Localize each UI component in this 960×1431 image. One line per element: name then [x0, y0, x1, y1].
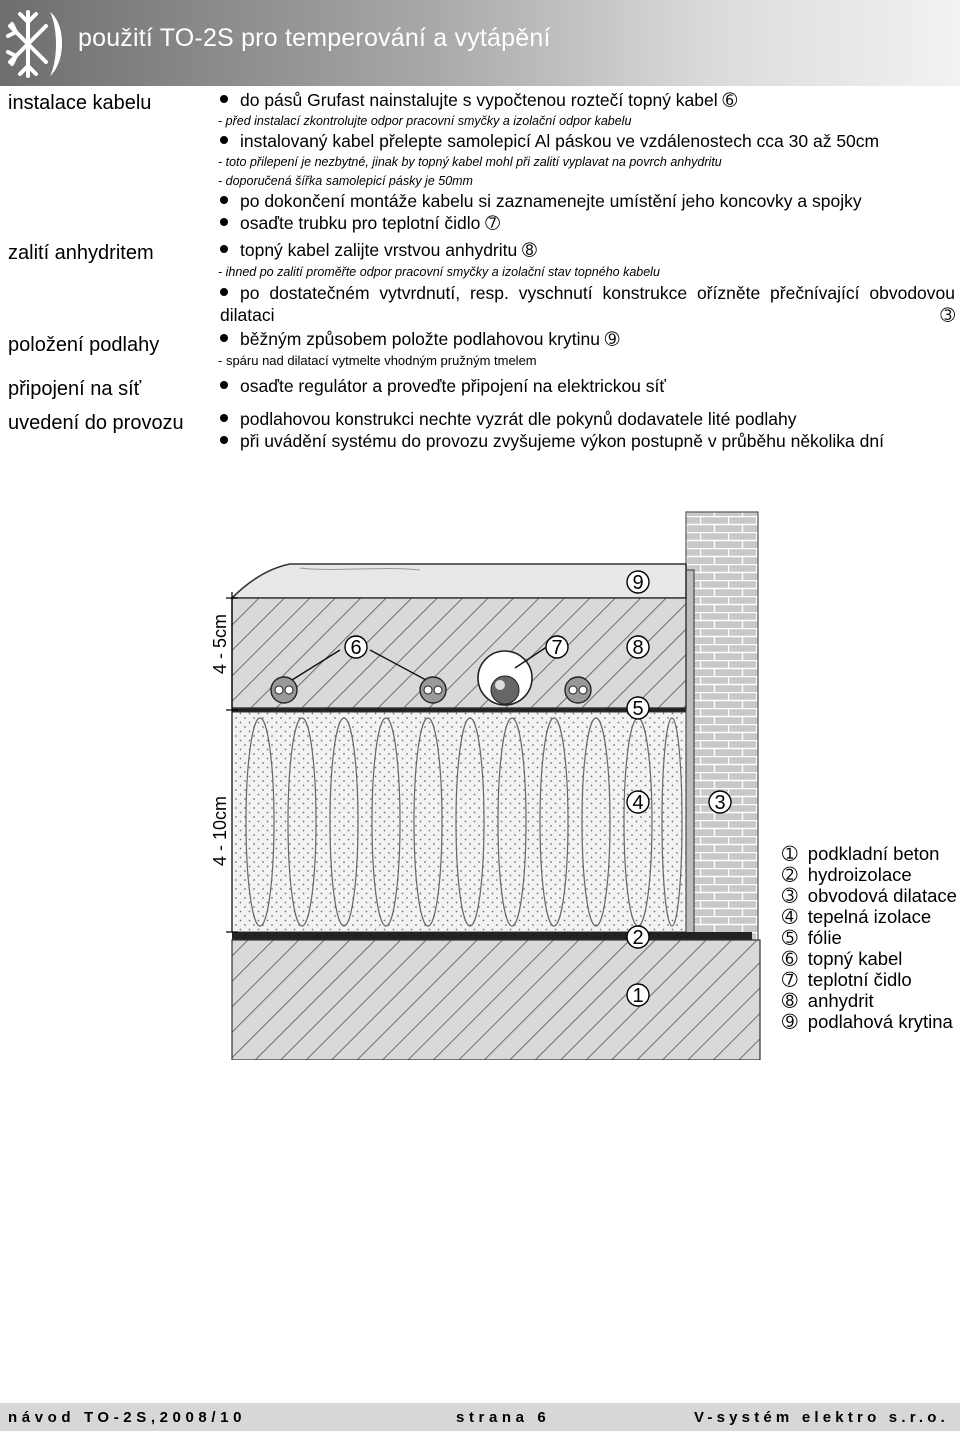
bullet-icon	[220, 95, 228, 103]
page-footer	[0, 1403, 960, 1431]
legend-item: ➄ fólie	[782, 927, 842, 948]
svg-text:4: 4	[632, 792, 644, 814]
callout-5	[627, 697, 649, 720]
bullet-icon	[220, 288, 228, 296]
svg-text:7: 7	[551, 637, 563, 659]
bullet-icon	[220, 436, 228, 444]
callout-4	[627, 791, 649, 814]
step-item: po dokončení montáže kabelu si zaznamenejte umístění jeho koncovky a spojky	[220, 191, 862, 212]
anhydrite-layer	[232, 598, 686, 708]
bullet-icon	[220, 218, 228, 226]
legend-item: ➈ podlahová krytina	[782, 1011, 953, 1032]
step-item: osaďte regulátor a proveďte připojení na elektrickou síť	[220, 376, 666, 397]
step-note: - před instalací zkontrolujte odpor pracovní smyčky a izolační odpor kabelu	[218, 114, 632, 128]
callout-3	[709, 791, 731, 814]
section-label-pripojeni: připojení na síť	[8, 378, 142, 400]
legend-item: ➇ anhydrit	[782, 990, 874, 1011]
step-item: topný kabel zalijte vrstvou anhydritu ➇	[220, 240, 537, 261]
bullet-icon	[220, 381, 228, 389]
heating-cable	[565, 677, 591, 703]
heating-cable	[420, 677, 446, 703]
footer-company: V-systém elektro s.r.o.	[694, 1409, 950, 1426]
callout-2	[627, 926, 649, 949]
step-note: - toto přilepení je nezbytné, jinak by topný kabel mohl při zalití vyplavat na povrch anhydritu	[218, 155, 722, 169]
callout-9	[627, 571, 649, 594]
step-item: podlahovou konstrukci nechte vyzrát dle pokynů dodavatele lité podlahy	[220, 409, 796, 430]
bullet-icon	[220, 334, 228, 342]
svg-text:9: 9	[632, 572, 644, 594]
step-item: instalovaný kabel přelepte samolepicí Al páskou ve vzdálenostech cca 30 až 50cm	[220, 131, 879, 152]
legend-item: ➀ podkladní beton	[782, 843, 940, 864]
step-item: při uvádění systému do provozu zvyšujeme výkon postupně v průběhu několika dní	[220, 431, 884, 452]
callout-7	[546, 636, 568, 659]
legend-item: ➅ topný kabel	[782, 948, 903, 969]
step-item: běžným způsobem položte podlahovou krytinu ➈	[220, 329, 619, 350]
step-note: - doporučená šířka samolepicí pásky je 50mm	[218, 174, 473, 188]
dimension-top-label: 4 - 5cm	[210, 613, 230, 674]
legend-item: ➁ hydroizolace	[782, 864, 912, 885]
callout-1	[627, 984, 649, 1007]
section-label-uvedeni: uvedení do provozu	[8, 412, 184, 434]
page-header	[0, 0, 960, 86]
section-label-instalace: instalace kabelu	[8, 92, 152, 114]
svg-text:6: 6	[350, 637, 362, 659]
snowflake-sun-logo-icon	[4, 4, 68, 82]
bullet-icon	[220, 414, 228, 422]
legend-item: ➂ obvodová dilatace	[782, 885, 957, 906]
floor-covering-layer	[232, 564, 686, 598]
svg-text:3: 3	[714, 792, 726, 814]
svg-text:2: 2	[632, 927, 644, 949]
step-item: po dostatečném vytvrdnutí, resp. vyschnutí konstrukce ořízněte přečnívající obvodovou dilataci ➂	[220, 283, 955, 325]
step-item: do pásů Grufast nainstalujte s vypočtenou roztečí topný kabel ➅	[220, 90, 737, 111]
legend-item: ➃ tepelná izolace	[782, 906, 932, 927]
brick-wall	[686, 512, 758, 946]
step-note: - ihned po zalití proměřte odpor pracovní smyčky a izolační stav topného kabelu	[218, 265, 660, 279]
dilatation-strip	[686, 570, 694, 936]
dimension-bottom-label: 4 - 10cm	[210, 795, 230, 866]
svg-text:5: 5	[632, 698, 644, 720]
footer-manual-id: návod TO-2S,2008/10	[8, 1409, 247, 1426]
step-note: - spáru nad dilatací vytmelte vhodným pružným tmelem	[218, 353, 537, 368]
heating-cable	[271, 677, 297, 703]
section-label-polozeni: položení podlahy	[8, 334, 160, 356]
hydroinsulation-layer	[232, 932, 752, 940]
page-title: použití TO-2S pro temperování a vytápění	[78, 24, 551, 52]
callout-6	[345, 636, 367, 659]
thermal-insulation-layer	[232, 712, 686, 932]
bullet-icon	[220, 245, 228, 253]
step-item: osaďte trubku pro teplotní čidlo ➆	[220, 213, 500, 234]
bullet-icon	[220, 136, 228, 144]
section-label-zaliti: zalití anhydritem	[8, 242, 154, 264]
bullet-icon	[220, 196, 228, 204]
callout-8	[627, 636, 649, 659]
svg-text:1: 1	[632, 985, 644, 1007]
temperature-sensor-tube	[478, 651, 532, 705]
footer-page-number: strana 6	[456, 1409, 551, 1426]
legend-item: ➆ teplotní čidlo	[782, 969, 912, 990]
svg-text:8: 8	[632, 637, 644, 659]
concrete-base-layer	[232, 940, 760, 1060]
